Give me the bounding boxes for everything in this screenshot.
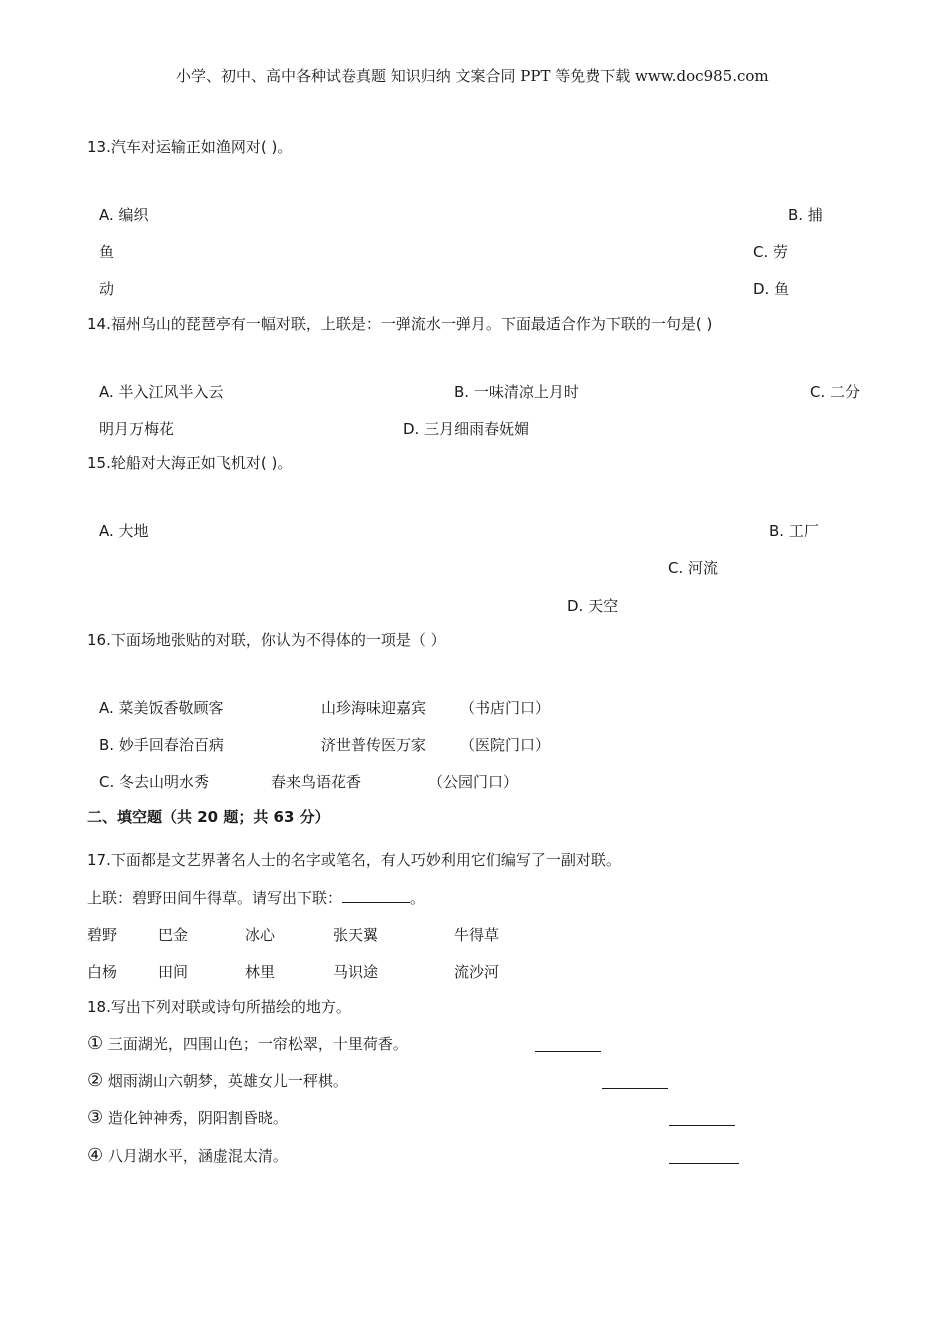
question-15-stem: 15.轮船对大海正如飞机对( )。 xyxy=(87,454,293,472)
question-17-stem: 17.下面都是文艺界著名人士的名字或笔名，有人巧妙利用它们编写了一副对联。 xyxy=(87,851,621,869)
q18-item-3-number: ③ xyxy=(87,1107,104,1128)
q17-name-1: 碧野 xyxy=(87,926,118,944)
q18-item-2-text: 烟雨湖山六朝梦，英雄女儿一秤棋。 xyxy=(107,1072,348,1090)
q15-option-d: D. 天空 xyxy=(567,597,619,615)
q13-option-c-continuation: 动 xyxy=(99,280,115,298)
q17-name-2: 巴金 xyxy=(158,926,189,944)
q17-name-10: 流沙河 xyxy=(454,963,500,981)
q16-option-c-place: （公园门口） xyxy=(428,773,519,791)
q14-option-c: C. 二分 xyxy=(810,383,861,401)
q18-item-1-text: 三面湖光，四围山色；一帘松翠，十里荷香。 xyxy=(107,1035,408,1053)
q18-item-3-blank[interactable] xyxy=(669,1111,735,1126)
q17-answer-blank[interactable] xyxy=(342,888,410,903)
q13-option-a: A. 编织 xyxy=(99,206,149,224)
q13-option-b: B. 捕 xyxy=(788,206,823,224)
q16-option-c: C. 冬去山明水秀 xyxy=(99,773,210,791)
q17-name-9: 马识途 xyxy=(333,963,379,981)
q13-option-d: D. 鱼 xyxy=(753,280,790,298)
q17-name-7: 田间 xyxy=(158,963,189,981)
q18-item-1-blank[interactable] xyxy=(535,1037,601,1052)
q17-lower-couplet-label: 下联： xyxy=(297,889,343,907)
q13-option-c: C. 劳 xyxy=(753,243,789,261)
q17-name-8: 林里 xyxy=(245,963,276,981)
page-header: 小学、初中、高中各种试卷真题 知识归纳 文案合同 PPT 等免费下载 www.doc985.com xyxy=(176,67,769,85)
q13-option-b-continuation: 鱼 xyxy=(99,243,115,261)
q17-name-5: 牛得草 xyxy=(454,926,500,944)
q18-item-2 xyxy=(87,1071,348,1091)
section-title: 二、填空题（共 20 题；共 63 分） xyxy=(87,808,330,826)
q18-item-1 xyxy=(87,1034,408,1054)
q18-item-4-number: ④ xyxy=(87,1145,104,1166)
q17-name-3: 冰心 xyxy=(245,926,276,944)
question-14-stem: 14.福州乌山的琵琶亭有一幅对联，上联是：一弹流水一弹月。下面最适合作为下联的一句是( ) xyxy=(87,315,713,333)
question-18-stem: 18.写出下列对联或诗句所描绘的地方。 xyxy=(87,998,351,1016)
q15-option-c: C. 河流 xyxy=(668,559,719,577)
q17-name-6: 白杨 xyxy=(87,963,118,981)
q18-item-3-text: 造化钟神秀，阴阳割昏晓。 xyxy=(107,1109,288,1127)
q16-option-b-second-line: 济世普传医万家 xyxy=(321,736,427,754)
q16-option-b: B. 妙手回春治百病 xyxy=(99,736,224,754)
question-16-stem: 16.下面场地张贴的对联，你认为不得体的一项是（ ） xyxy=(87,631,446,649)
q17-name-4: 张天翼 xyxy=(333,926,379,944)
q18-item-4-text: 八月湖水平，涵虚混太清。 xyxy=(107,1147,288,1165)
q17-upper-couplet: 上联：碧野田间牛得草。请写出 xyxy=(87,889,298,907)
q14-option-b: B. 一味清凉上月时 xyxy=(454,383,579,401)
q18-item-4-blank[interactable] xyxy=(669,1149,739,1164)
q17-line-2 xyxy=(87,888,425,908)
q16-option-a-place: （书店门口） xyxy=(460,699,551,717)
q16-option-b-place: （医院门口） xyxy=(460,736,551,754)
q16-option-a: A. 菜美饭香敬顾客 xyxy=(99,699,224,717)
q17-line-end: 。 xyxy=(410,889,426,907)
q14-option-d: D. 三月细雨春妩媚 xyxy=(403,420,530,438)
q18-item-2-blank[interactable] xyxy=(602,1074,668,1089)
q18-item-3 xyxy=(87,1108,288,1128)
q14-option-c-continuation: 明月万梅花 xyxy=(99,420,175,438)
q15-option-a: A. 大地 xyxy=(99,522,149,540)
q16-option-c-second-line: 春来鸟语花香 xyxy=(271,773,362,791)
q18-item-1-number: ① xyxy=(87,1033,104,1054)
q18-item-2-number: ② xyxy=(87,1070,104,1091)
q15-option-b: B. 工厂 xyxy=(769,522,819,540)
q14-option-a: A. 半入江风半入云 xyxy=(99,383,224,401)
question-13-stem: 13.汽车对运输正如渔网对( )。 xyxy=(87,138,293,156)
q18-item-4 xyxy=(87,1146,288,1166)
q16-option-a-second-line: 山珍海味迎嘉宾 xyxy=(321,699,427,717)
